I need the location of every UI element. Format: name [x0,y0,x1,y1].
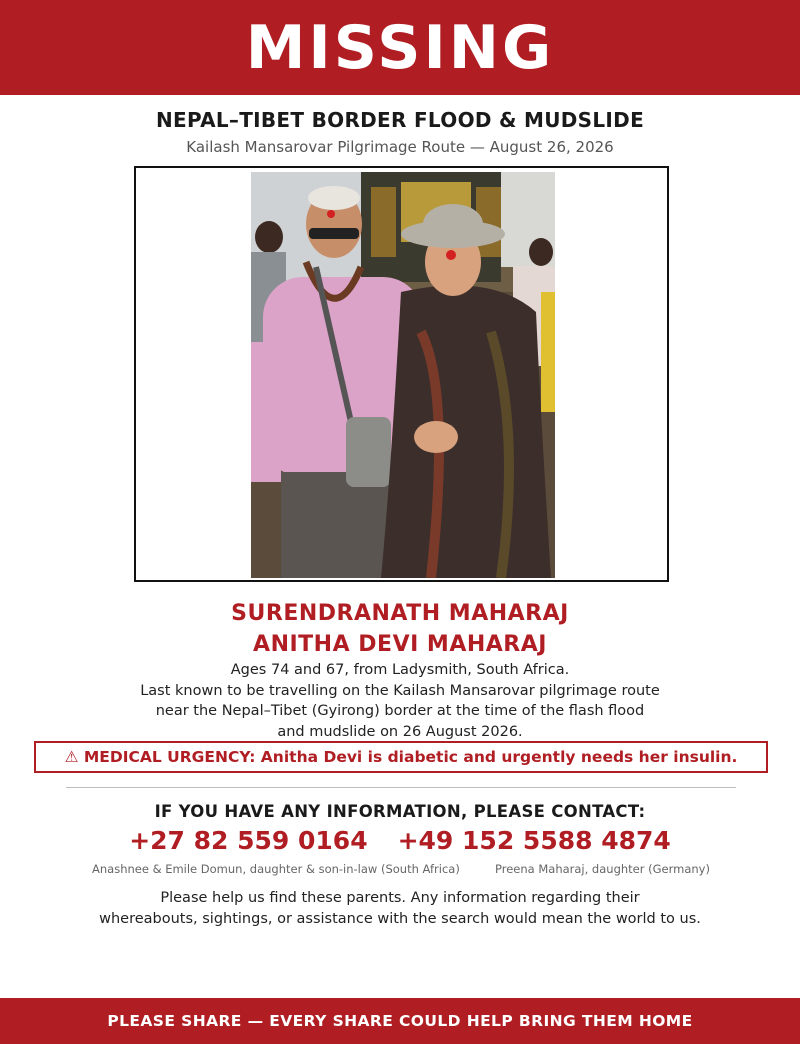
share-banner [0,998,800,1044]
share-text: PLEASE SHARE — EVERY SHARE COULD HELP BRING THEM HOME [107,1012,693,1030]
medical-urgency-box [34,741,768,773]
photo-frame [134,166,669,582]
couple-photo-illustration [251,172,555,578]
name-anitha-devi: ANITHA DEVI MAHARAJ [253,632,547,657]
person-details [0,660,800,742]
appeal-line: whereabouts, sightings, or assistance with the search would mean the world to us. [99,910,701,927]
name-surendranath: SURENDRANATH MAHARAJ [231,601,569,626]
details-line: and mudslide on 26 August 2026. [277,723,523,740]
contact-heading: IF YOU HAVE ANY INFORMATION, PLEASE CONTACT: [154,802,646,821]
details-line: Last known to be travelling on the Kailash Mansarovar pilgrimage route [140,682,660,699]
contact-name-germany: Preena Maharaj, daughter (Germany) [495,862,710,876]
contact-name-south-africa: Anashnee & Emile Domun, daughter & son-in-law (South Africa) [92,862,460,876]
banner-title: MISSING [245,12,555,83]
phone-germany[interactable]: +49 152 5588 4874 [397,826,671,855]
phone-south-africa[interactable]: +27 82 559 0164 [129,826,368,855]
missing-persons-names [0,598,800,660]
divider [66,787,736,788]
details-line: Ages 74 and 67, from Ladysmith, South Africa. [230,662,570,678]
event-subline: Kailash Mansarovar Pilgrimage Route — August 26, 2026 [186,138,614,156]
medical-urgency-text: ⚠ MEDICAL URGENCY: Anitha Devi is diabetic and urgently needs her insulin. [64,748,738,766]
appeal-line: Please help us find these parents. Any information regarding their [160,890,640,906]
missing-banner [0,0,800,95]
event-headline: NEPAL–TIBET BORDER FLOOD & MUDSLIDE [155,108,645,132]
phone-numbers [0,826,800,855]
appeal-text [0,888,800,929]
details-line: near the Nepal–Tibet (Gyirong) border at the time of the flash flood [155,703,645,719]
couple-photo [251,172,555,578]
